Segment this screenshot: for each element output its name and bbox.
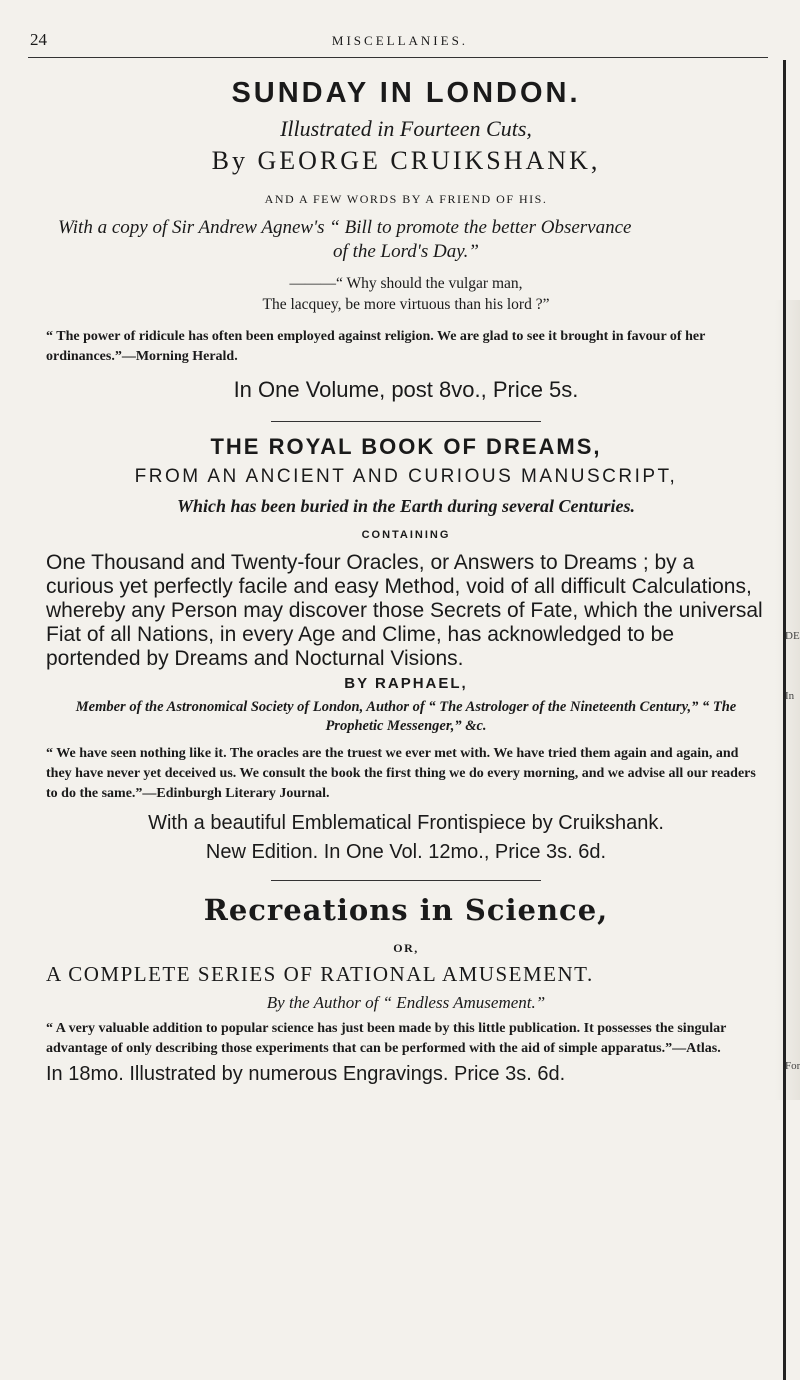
book-title: Recreations in Science, <box>203 893 609 927</box>
ad-recreations-in-science <box>46 893 766 1086</box>
review-quote: “ We have seen nothing like it. The oracles are the truest we ever met with. We have tried them again and again, and they have never yet deceived us. We consult the book the first thing we do every morning, and we advise all our readers to do the same.”—Edinburgh Literary Journal. <box>46 746 756 801</box>
book-subtitle: Illustrated in Fourteen Cuts, <box>280 116 532 141</box>
divider <box>271 880 541 881</box>
bleed-fragment: For <box>785 1060 800 1072</box>
page-number: 24 <box>30 30 47 49</box>
divider <box>271 421 541 422</box>
book-note: With a copy of Sir Andrew Agnew's “ Bill to promote the better Observance <box>58 217 632 238</box>
book-author: By GEORGE CRUIKSHANK, <box>211 146 601 175</box>
epigraph-line: ———“ Why should the vulgar man, <box>289 275 523 292</box>
gutter-line <box>783 60 786 1380</box>
book-title: SUNDAY IN LONDON. <box>231 77 581 109</box>
author-credentials: Member of the Astronomical Society of London, Author of “ The Astrologer of the Nineteenth Century,” “ The Prophetic Messenger,” &c. <box>75 699 737 734</box>
running-title: MISCELLANIES. <box>331 33 469 48</box>
epigraph-line: The lacquey, be more virtuous than his lord ?” <box>262 296 550 313</box>
book-title: THE ROYAL BOOK OF DREAMS, <box>210 434 602 459</box>
book-note-cont: of the Lord's Day.” <box>333 241 479 262</box>
review-quote: “ The power of ridicule has often been employed against religion. We are glad to see it brought in favour of her ordinances.”—Morning Herald. <box>46 329 706 364</box>
book-price: In 18mo. Illustrated by numerous Engravings. Price 3s. 6d. <box>46 1063 566 1085</box>
book-price: In One Volume, post 8vo., Price 5s. <box>233 377 579 402</box>
advertisements <box>46 75 766 1086</box>
review-quote: “ A very valuable addition to popular science has just been made by this little publication. It possesses the singular advantage of only describing those experiments that can be performed with the aid of simple apparatus.”—Atlas. <box>46 1021 727 1056</box>
book-description: One Thousand and Twenty-four Oracles, or Answers to Dreams ; by a curious yet perfectly facile and easy Method, void of all difficult Calculations, whereby any Person may discover those Secrets of Fate, which the universal Fiat of all Nations, in every Age and Clime, has acknowledged to be portended by Dreams and Nocturnal Visions. <box>46 551 763 670</box>
or-label: OR, <box>393 941 419 955</box>
bleed-fragment: DE <box>785 630 800 642</box>
book-author: By the Author of “ Endless Amusement.” <box>266 993 546 1012</box>
header-rule <box>28 57 768 58</box>
book-contributor: AND A FEW WORDS BY A FRIEND OF HIS. <box>264 192 548 206</box>
ad-royal-book-of-dreams <box>46 434 766 864</box>
book-frontispiece: With a beautiful Emblematical Frontispiece by Cruikshank. <box>148 812 664 834</box>
book-tagline: Which has been buried in the Earth during several Centuries. <box>176 496 636 516</box>
book-subtitle: A COMPLETE SERIES OF RATIONAL AMUSEMENT. <box>46 962 594 986</box>
ad-sunday-in-london <box>46 77 766 403</box>
book-author: BY RAPHAEL, <box>344 675 468 692</box>
book-subtitle: FROM AN ANCIENT AND CURIOUS MANUSCRIPT, <box>134 466 678 487</box>
bleed-fragment: In <box>785 690 795 702</box>
epigraph <box>46 273 766 315</box>
containing-label: CONTAINING <box>361 529 451 541</box>
book-price: New Edition. In One Vol. 12mo., Price 3s. 6d. <box>205 841 607 863</box>
